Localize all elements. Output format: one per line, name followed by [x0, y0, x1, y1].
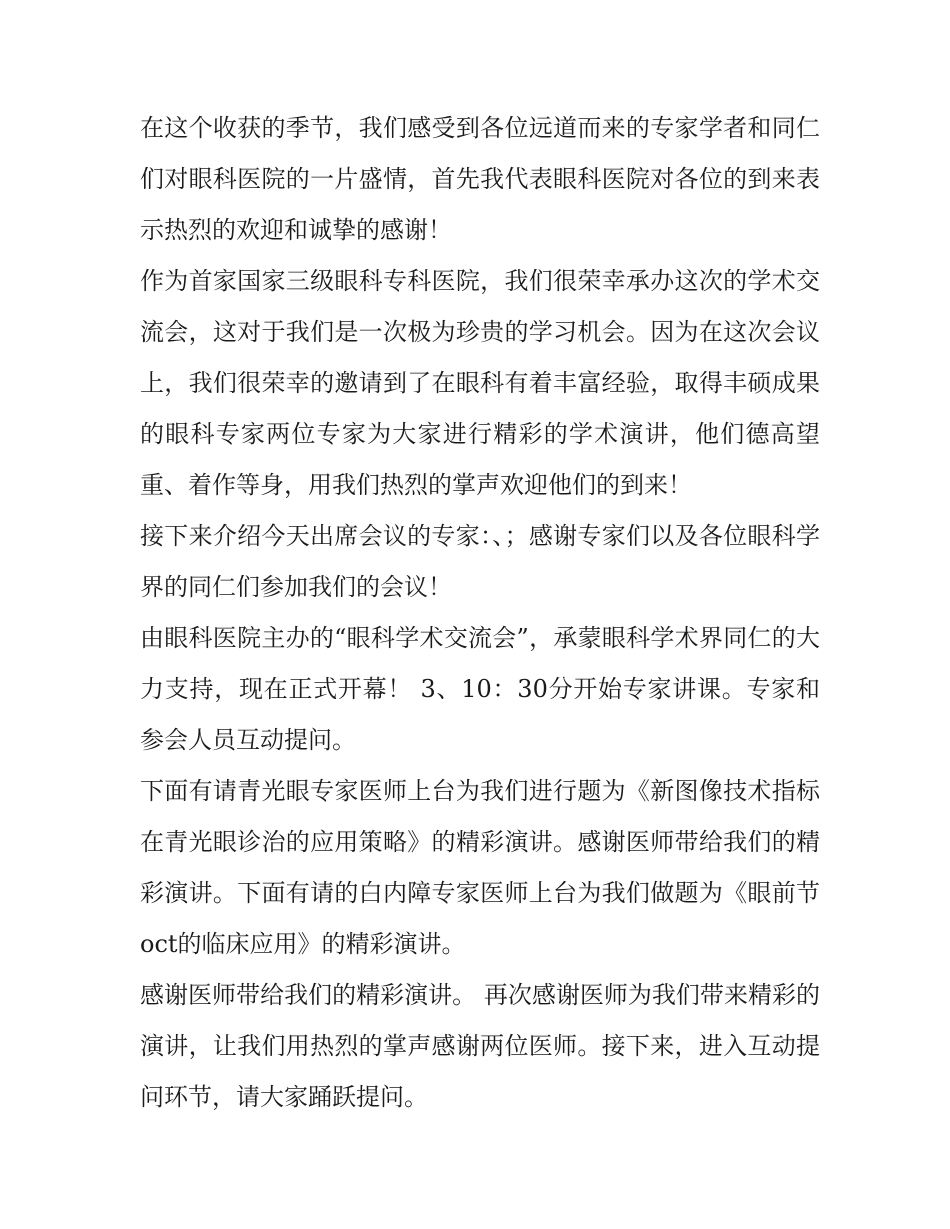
paragraph-welcome: 在这个收获的季节，我们感受到各位远道而来的专家学者和同仁们对眼科医院的一片盛情，首先我代表眼科医院对各位的到来表示热烈的欢迎和诚挚的感谢！ — [140, 114, 820, 244]
paragraph-closing: 感谢医师带给我们的精彩演讲。 再次感谢医师为我们带来精彩的演讲，让我们用热烈的掌声感谢两位医师。接下来，进入互动提问环节，请大家踊跃提问。 — [140, 981, 820, 1111]
paragraph-experts: 接下来介绍今天出席会议的专家：、；感谢专家们以及各位眼科学界的同仁们参加我们的会议！ — [140, 522, 820, 601]
document-body — [140, 103, 820, 1123]
paragraph-opening: 由眼科医院主办的“眼科学术交流会”，承蒙眼科学术界同仁的大力支持，现在正式开幕！ 3、10：30分开始专家讲课。专家和参会人员互动提问。 — [140, 624, 820, 754]
paragraph-hosting: 作为首家国家三级眼科专科医院，我们很荣幸承办这次的学术交流会，这对于我们是一次极为珍贵的学习机会。因为在这次会议上，我们很荣幸的邀请到了在眼科有着丰富经验，取得丰硕成果的眼科专家两位专家为大家进行精彩的学术演讲，他们德高望重、着作等身，用我们热烈的掌声欢迎他们的到来！ — [140, 267, 820, 499]
paragraph-lectures: 下面有请青光眼专家医师上台为我们进行题为《新图像技术指标在青光眼诊治的应用策略》的精彩演讲。感谢医师带给我们的精彩演讲。下面有请的白内障专家医师上台为我们做题为《眼前节oct的临床应用》的精彩演讲。 — [140, 777, 820, 958]
